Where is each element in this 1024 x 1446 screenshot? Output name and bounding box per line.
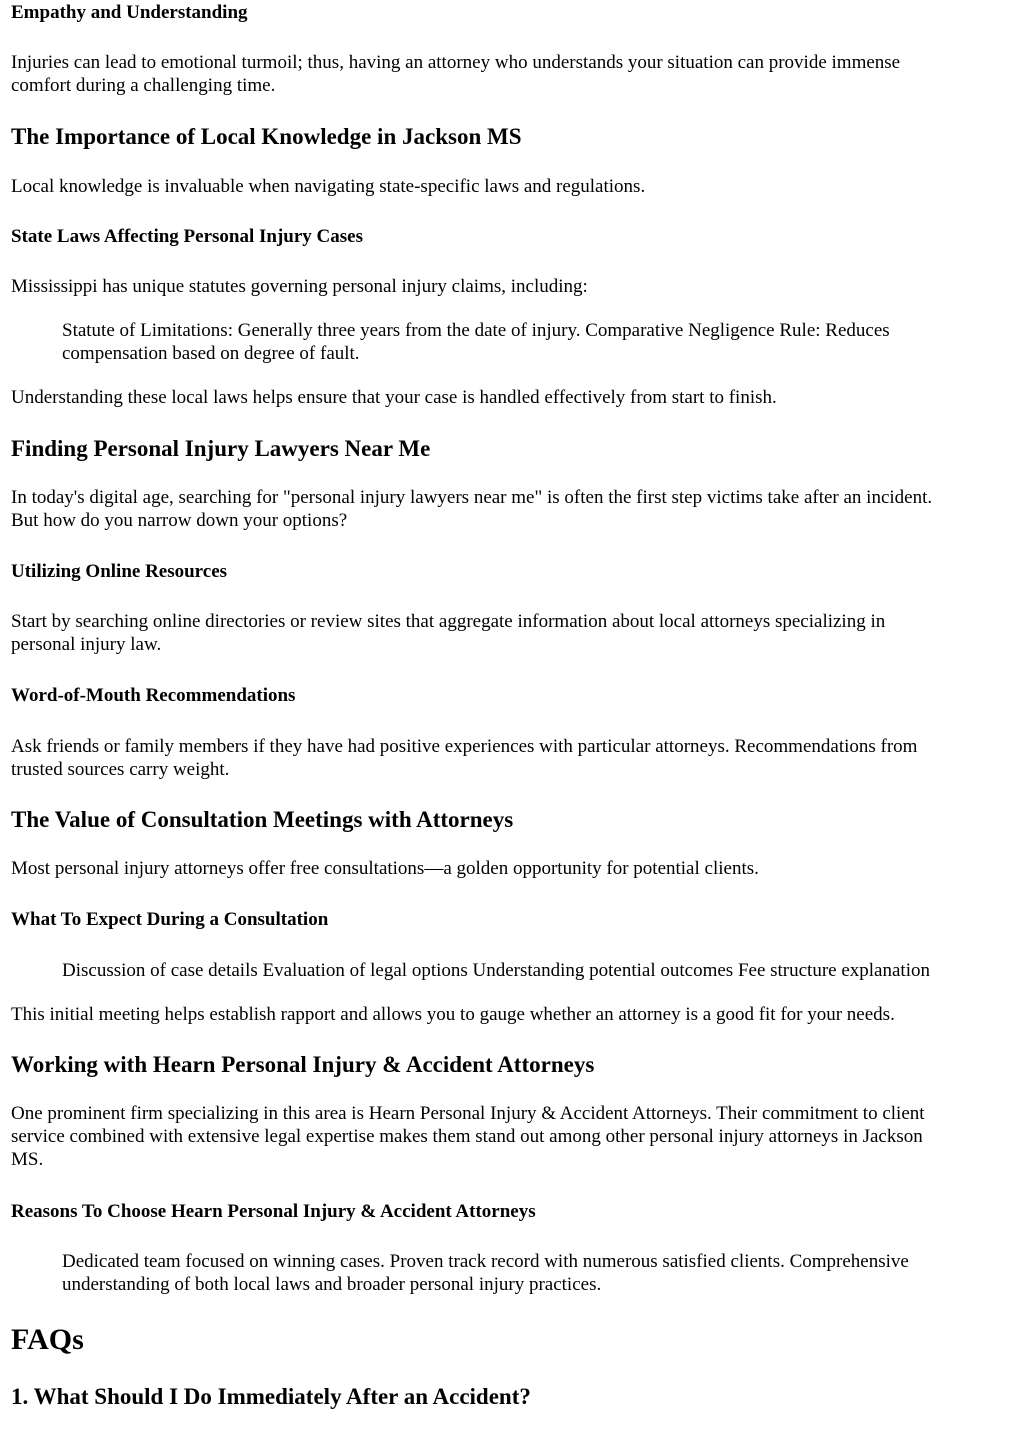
heading-online-resources: Utilizing Online Resources	[11, 561, 228, 582]
faq-question-1: 1. What Should I Do Immediately After an Accident?	[11, 1384, 531, 1409]
paragraph-expect-outro: This initial meeting helps establish rapport and allows you to gauge whether an attorney is a good fit for your needs.	[11, 1004, 895, 1025]
paragraph-finding-line2: But how do you narrow down your options?	[11, 510, 348, 531]
heading-local-knowledge: The Importance of Local Knowledge in Jackson MS	[11, 124, 522, 149]
heading-state-laws: State Laws Affecting Personal Injury Cases	[11, 226, 364, 247]
paragraph-empathy-line1: Injuries can lead to emotional turmoil; thus, having an attorney who understands your situation can provide immense	[11, 52, 901, 73]
heading-faqs: FAQs	[11, 1323, 84, 1356]
heading-hearn: Working with Hearn Personal Injury & Accident Attorneys	[11, 1052, 595, 1077]
list-reasons-line1: Dedicated team focused on winning cases. Proven track record with numerous satisfied clients. Comprehensive	[62, 1251, 909, 1272]
paragraph-local-knowledge: Local knowledge is invaluable when navigating state-specific laws and regulations.	[11, 176, 646, 197]
paragraph-online-line1: Start by searching online directories or review sites that aggregate information about local attorneys specializing in	[11, 611, 886, 632]
list-state-laws-line1: Statute of Limitations: Generally three years from the date of injury. Comparative Negligence Rule: Reduces	[62, 320, 890, 341]
paragraph-word-of-mouth-line2: trusted sources carry weight.	[11, 759, 230, 780]
heading-expect: What To Expect During a Consultation	[11, 909, 329, 930]
list-reasons-line2: understanding of both local laws and broader personal injury practices.	[62, 1274, 602, 1295]
paragraph-empathy-line2: comfort during a challenging time.	[11, 75, 276, 96]
list-expect: Discussion of case details Evaluation of legal options Understanding potential outcomes Fee structure explanation	[62, 960, 930, 981]
heading-reasons: Reasons To Choose Hearn Personal Injury & Accident Attorneys	[11, 1201, 536, 1222]
paragraph-hearn-line2: service combined with extensive legal expertise makes them stand out among other personal injury attorneys in Jackson	[11, 1126, 923, 1147]
heading-finding-lawyers: Finding Personal Injury Lawyers Near Me	[11, 436, 431, 461]
paragraph-online-line2: personal injury law.	[11, 634, 162, 655]
list-state-laws-line2: compensation based on degree of fault.	[62, 343, 360, 364]
paragraph-hearn-line1: One prominent firm specializing in this area is Hearn Personal Injury & Accident Attorneys. Their commitment to client	[11, 1103, 925, 1124]
heading-empathy: Empathy and Understanding	[11, 2, 248, 23]
paragraph-state-laws-intro: Mississippi has unique statutes governing personal injury claims, including:	[11, 276, 588, 297]
heading-consultation: The Value of Consultation Meetings with Attorneys	[11, 807, 514, 832]
paragraph-finding-line1: In today's digital age, searching for "personal injury lawyers near me" is often the first step victims take after an incident.	[11, 487, 933, 508]
heading-word-of-mouth: Word-of-Mouth Recommendations	[11, 685, 296, 706]
paragraph-consultation: Most personal injury attorneys offer free consultations—a golden opportunity for potential clients.	[11, 858, 759, 879]
paragraph-hearn-line3: MS.	[11, 1149, 44, 1170]
paragraph-word-of-mouth-line1: Ask friends or family members if they have had positive experiences with particular attorneys. Recommendations from	[11, 736, 918, 757]
paragraph-state-laws-outro: Understanding these local laws helps ensure that your case is handled effectively from start to finish.	[11, 387, 777, 408]
